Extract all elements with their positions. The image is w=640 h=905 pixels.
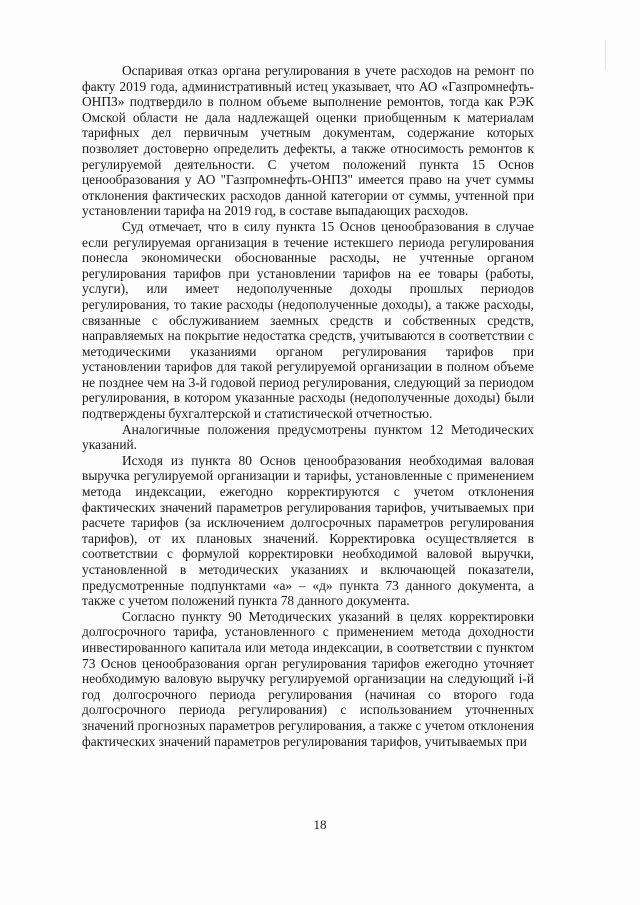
- document-body: [82, 63, 534, 749]
- paragraph-2: Суд отмечает, что в силу пункта 15 Основ ценообразования в случае если регулируемая организация в течение истекшего периода регулирования понесла экономически обоснованные расходы, не учтенные органом регулирования тарифов при установлении тарифов на ее товары (работы, услуги), или имеет недополученные доходы прошлых периодов регулирования, то такие расходы (недополученные доходы), а также расходы, связанные с обслуживанием заемных средств и собственных средств, направляемых на покрытие недостатка средств, учитываются в соответствии с методическими указаниями органом регулирования тарифов при установлении тарифов для такой регулируемой организации в полном объеме не позднее чем на 3-й годовой период регулирования, следующий за периодом регулирования, в котором указанные расходы (недополученные доходы) были подтверждены бухгалтерской и статистической отчетностью.: [82, 218, 534, 422]
- paragraph-4: Исходя из пункта 80 Основ ценообразования необходимая валовая выручка регулируемой организации и тарифы, установленные с применением метода индексации, ежегодно корректируются с учетом отклонения фактических значений параметров регулирования тарифов, учитываемых при расчете тарифов (за исключением долгосрочных параметров регулирования тарифов), от их плановых значений. Корректировка осуществляется в соответствии с формулой корректировки необходимой валовой выручки, установленной в методических указаниях и включающей показатели, предусмотренные подпунктами «а» – «д» пункта 73 данного документа, а также с учетом положений пункта 78 данного документа.: [82, 452, 534, 609]
- paragraph-5: Согласно пункту 90 Методических указаний в целях корректировки долгосрочного тарифа, установленного с применением метода доходности инвестированного капитала или метода индексации, в соответствии с пунктом 73 Основ ценообразования орган регулирования тарифов ежегодно уточняет необходимую валовую выручку регулируемой организации на следующий i-й год долгосрочного периода регулирования (начиная со второго года долгосрочного периода регулирования) с использованием уточненных значений прогнозных параметров регулирования, а также с учетом отклонения фактических значений параметров регулирования тарифов, учитываемых при: [82, 608, 534, 749]
- paragraph-1: Оспаривая отказ органа регулирования в учете расходов на ремонт по факту 2019 года, административный истец указывает, что АО «Газпромнефть-ОНПЗ» подтвердило в полном объеме выполнение ремонтов, тогда как РЭК Омской области не дала надлежащей оценки приобщенным к материалам тарифных дел первичным учетным документам, содержание которых позволяет достоверно определить дефекты, а также относимость ремонтов к регулируемой деятельности. С учетом положений пункта 15 Основ ценообразования у АО "Газпромнефть-ОНПЗ" имеется право на учет суммы отклонения фактических расходов данной категории от суммы, учтенной при установлении тарифа на 2019 год, в составе выпадающих расходов.: [82, 63, 534, 219]
- scan-artifact: [605, 40, 606, 70]
- page-number: 18: [313, 817, 327, 832]
- paragraph-3: Аналогичные положения предусмотрены пунктом 12 Методических указаний.: [82, 421, 534, 453]
